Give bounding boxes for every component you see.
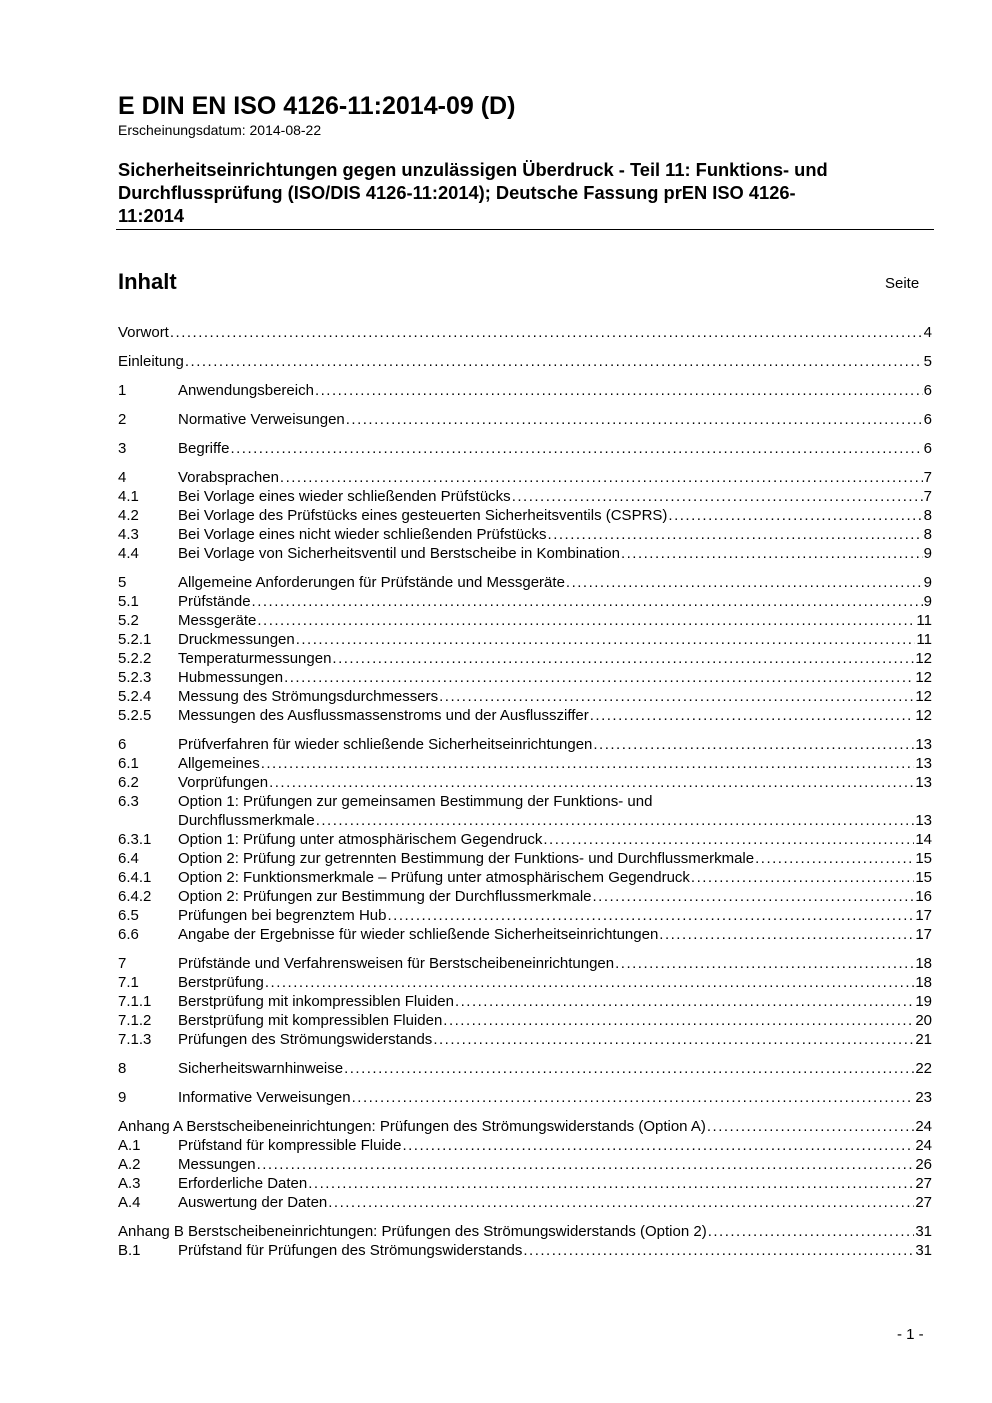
toc-entry[interactable] <box>118 1193 932 1212</box>
toc-entry[interactable] <box>118 1174 932 1193</box>
toc-entry-title: Messgeräte <box>178 612 257 629</box>
toc-entry[interactable] <box>118 1011 932 1030</box>
toc-entry-page: 9 <box>923 545 932 562</box>
toc-entry-page: 23 <box>915 1089 932 1106</box>
toc-entry-title: Druckmessungen <box>178 631 295 648</box>
toc-entry-title-line <box>178 973 932 992</box>
toc-entry-page: 15 <box>915 869 932 886</box>
toc-entry[interactable] <box>118 525 932 544</box>
toc-entry-number: 6.3 <box>118 793 139 810</box>
toc-entry[interactable] <box>118 954 932 973</box>
dot-leader <box>257 1155 915 1174</box>
toc-entry-page: 12 <box>915 650 932 667</box>
toc-section <box>118 352 932 371</box>
toc-entry-title-line <box>178 1193 932 1212</box>
toc-entry-title: Option 2: Funktionsmerkmale – Prüfung unter atmosphärischem Gegendruck <box>178 869 690 886</box>
header-divider <box>116 229 934 230</box>
toc-entry-page: 6 <box>923 411 932 428</box>
toc-entry-number: 5.2.2 <box>118 650 152 667</box>
page-column-label: Seite <box>885 275 920 292</box>
toc-entry-title-line <box>118 1117 932 1136</box>
toc-entry-title-line <box>178 1011 932 1030</box>
toc-entry-title-line <box>178 735 932 754</box>
toc-entry-number: 6.6 <box>118 926 139 943</box>
toc-entry-title-line <box>178 1155 932 1174</box>
toc-entry-page: 24 <box>915 1137 932 1154</box>
toc-section <box>118 954 932 1049</box>
toc-entry-title: Messungen des Ausflussmassenstroms und der Ausflussziffer <box>178 707 589 724</box>
dot-leader <box>543 830 914 849</box>
dot-leader <box>387 906 914 925</box>
dot-leader <box>170 323 923 342</box>
toc-entry-page: 31 <box>915 1242 932 1259</box>
dot-leader <box>659 925 914 944</box>
dot-leader <box>261 754 915 773</box>
table-of-contents <box>118 323 932 1260</box>
toc-section <box>118 1222 932 1260</box>
toc-entry[interactable] <box>118 1059 932 1078</box>
issue-date: Erscheinungsdatum: 2014-08-22 <box>118 122 322 138</box>
toc-entry-page: 22 <box>915 1060 932 1077</box>
toc-entry-number: 8 <box>118 1060 127 1077</box>
toc-entry-title-line <box>118 323 932 342</box>
toc-entry-number: B.1 <box>118 1242 141 1259</box>
toc-entry-page: 12 <box>915 669 932 686</box>
toc-entry-title: Bei Vorlage eines nicht wieder schließenden Prüfstücks <box>178 526 547 543</box>
toc-entry-page: 16 <box>915 888 932 905</box>
dot-leader <box>668 506 922 525</box>
toc-entry[interactable] <box>118 792 932 830</box>
toc-entry-number: A.3 <box>118 1175 141 1192</box>
toc-entry[interactable] <box>118 773 932 792</box>
toc-entry-title: Prüfstand für Prüfungen des Strömungswiderstands <box>178 1242 523 1259</box>
toc-entry-page: 31 <box>915 1223 932 1240</box>
toc-entry[interactable] <box>118 992 932 1011</box>
dot-leader <box>443 1011 914 1030</box>
toc-entry-number: A.1 <box>118 1137 141 1154</box>
toc-entry-title: Informative Verweisungen <box>178 1089 351 1106</box>
toc-entry-number: 6.4.1 <box>118 869 152 886</box>
toc-entry-title-line <box>178 649 932 668</box>
dot-leader <box>308 1174 914 1193</box>
toc-entry-number: 5.2.5 <box>118 707 152 724</box>
toc-entry-page: 27 <box>915 1175 932 1192</box>
toc-entry-title: Option 2: Prüfungen zur Bestimmung der Durchflussmerkmale <box>178 888 592 905</box>
toc-entry-title: Einleitung <box>118 353 184 370</box>
dot-leader <box>280 468 923 487</box>
toc-entry-number: 6.4.2 <box>118 888 152 905</box>
toc-entry-title: Berstprüfung mit kompressiblen Fluiden <box>178 1012 443 1029</box>
toc-section <box>118 573 932 725</box>
toc-entry-number: 9 <box>118 1089 127 1106</box>
toc-entry-page: 6 <box>923 382 932 399</box>
toc-entry-page: 17 <box>915 907 932 924</box>
dot-leader <box>265 973 914 992</box>
dot-leader <box>284 668 914 687</box>
toc-entry-title: Anwendungsbereich <box>178 382 314 399</box>
toc-entry-page: 17 <box>915 926 932 943</box>
toc-entry-title: Normative Verweisungen <box>178 411 345 428</box>
dot-leader <box>621 544 923 563</box>
toc-entry-title-line <box>178 954 932 973</box>
toc-section <box>118 1059 932 1078</box>
dot-leader <box>332 649 914 668</box>
toc-entry-title: Anhang A Berstscheibeneinrichtungen: Prüfungen des Strömungswiderstands (Option A) <box>118 1118 706 1135</box>
toc-entry-page: 12 <box>915 688 932 705</box>
toc-entry[interactable] <box>118 410 932 429</box>
toc-entry-title-line <box>178 487 932 506</box>
toc-entry-number: 1 <box>118 382 127 399</box>
toc-entry[interactable] <box>118 1117 932 1136</box>
toc-entry[interactable] <box>118 706 932 725</box>
toc-entry-title: Vorabsprachen <box>178 469 279 486</box>
toc-entry-number: 5.2.3 <box>118 669 152 686</box>
toc-entry-page: 18 <box>915 955 932 972</box>
dot-leader <box>755 849 914 868</box>
toc-entry-page: 13 <box>915 755 932 772</box>
toc-entry-title: Messung des Strömungsdurchmessers <box>178 688 439 705</box>
toc-entry-page: 11 <box>916 631 932 648</box>
toc-section <box>118 1117 932 1212</box>
dot-leader <box>346 410 923 429</box>
toc-entry[interactable] <box>118 830 932 849</box>
dot-leader <box>296 630 916 649</box>
toc-entry-page: 9 <box>923 574 932 591</box>
toc-entry-number: 3 <box>118 440 127 457</box>
toc-entry-page: 11 <box>916 612 932 629</box>
dot-leader <box>708 1222 915 1241</box>
toc-entry[interactable] <box>118 592 932 611</box>
toc-entry-title: Allgemeines <box>178 755 260 772</box>
toc-entry-title: Erforderliche Daten <box>178 1175 308 1192</box>
toc-entry-number: 4 <box>118 469 127 486</box>
toc-section <box>118 323 932 342</box>
toc-entry-title-line <box>118 352 932 371</box>
dot-leader <box>252 592 923 611</box>
toc-entry-number: 7.1.2 <box>118 1012 152 1029</box>
toc-entry[interactable] <box>118 887 932 906</box>
toc-entry-page: 5 <box>923 353 932 370</box>
toc-entry-number: A.4 <box>118 1194 141 1211</box>
toc-entry-title: Berstprüfung mit inkompressiblen Fluiden <box>178 993 454 1010</box>
toc-entry-title: Prüfstände und Verfahrensweisen für Berstscheibeneinrichtungen <box>178 955 615 972</box>
toc-section <box>118 439 932 458</box>
toc-entry-title-line <box>178 1136 932 1155</box>
toc-entry-title: Sicherheitswarnhinweise <box>178 1060 344 1077</box>
toc-entry[interactable] <box>118 573 932 592</box>
toc-entry-title-line <box>178 573 932 592</box>
toc-entry-page: 4 <box>923 324 932 341</box>
toc-entry[interactable] <box>118 906 932 925</box>
dot-leader <box>590 706 915 725</box>
toc-entry-title-line <box>178 849 932 868</box>
toc-entry-page: 8 <box>923 507 932 524</box>
toc-entry-title: Bei Vorlage des Prüfstücks eines gesteuerten Sicherheitsventils (CSPRS) <box>178 507 668 524</box>
toc-heading: Inhalt <box>118 269 177 294</box>
toc-entry-title: Prüfverfahren für wieder schließende Sicherheitseinrichtungen <box>178 736 593 753</box>
dot-leader <box>707 1117 914 1136</box>
toc-entry[interactable] <box>118 323 932 342</box>
toc-entry-title-line <box>178 410 932 429</box>
dot-leader <box>344 1059 914 1078</box>
toc-entry[interactable] <box>118 630 932 649</box>
toc-entry-title: Option 2: Prüfung zur getrennten Bestimmung der Funktions- und Durchflussmerkmale <box>178 850 755 867</box>
toc-entry[interactable] <box>118 439 932 458</box>
toc-entry-title: Prüfungen bei begrenztem Hub <box>178 907 387 924</box>
toc-entry-page: 24 <box>915 1118 932 1135</box>
toc-entry-page: 14 <box>915 831 932 848</box>
dot-leader <box>566 573 923 592</box>
toc-entry-title: Angabe der Ergebnisse für wieder schließende Sicherheitseinrichtungen <box>178 926 659 943</box>
toc-entry-title-line <box>178 754 932 773</box>
toc-entry-page: 20 <box>915 1012 932 1029</box>
toc-entry-title-line <box>178 706 932 725</box>
toc-entry-title-line <box>178 1174 932 1193</box>
toc-entry-page: 15 <box>915 850 932 867</box>
toc-entry-page: 21 <box>915 1031 932 1048</box>
dot-leader <box>185 352 923 371</box>
toc-entry-number: 5 <box>118 574 127 591</box>
toc-entry-title-line <box>178 687 932 706</box>
toc-entry-title: Bei Vorlage von Sicherheitsventil und Berstscheibe in Kombination <box>178 545 620 562</box>
toc-entry-page: 13 <box>915 736 932 753</box>
toc-entry[interactable] <box>118 973 932 992</box>
dot-leader <box>523 1241 914 1260</box>
toc-section <box>118 735 932 944</box>
toc-entry-title-line <box>178 1241 932 1260</box>
toc-entry[interactable] <box>118 849 932 868</box>
dot-leader <box>352 1088 915 1107</box>
toc-entry-number: 4.1 <box>118 488 139 505</box>
toc-section <box>118 410 932 429</box>
toc-entry-title-continued: Durchflussmerkmale <box>178 812 315 829</box>
toc-entry-title: Option 1: Prüfung unter atmosphärischem Gegendruck <box>178 831 543 848</box>
toc-entry[interactable] <box>118 381 932 400</box>
toc-entry[interactable] <box>118 352 932 371</box>
dot-leader <box>548 525 923 544</box>
toc-entry-title-line <box>178 830 932 849</box>
toc-entry-title-line <box>178 1059 932 1078</box>
toc-entry-title: Prüfungen des Strömungswiderstands <box>178 1031 433 1048</box>
toc-entry-title: Berstprüfung <box>178 974 264 991</box>
toc-entry[interactable] <box>118 1155 932 1174</box>
document-title: E DIN EN ISO 4126-11:2014-09 (D) <box>118 92 516 120</box>
toc-section <box>118 1088 932 1107</box>
toc-entry-title-line <box>178 468 932 487</box>
toc-entry[interactable] <box>118 649 932 668</box>
dot-leader <box>433 1030 914 1049</box>
toc-entry-title: Anhang B Berstscheibeneinrichtungen: Prüfungen des Strömungswiderstands (Option 2) <box>118 1223 707 1240</box>
toc-entry[interactable] <box>118 1222 932 1241</box>
toc-entry-title-line <box>178 906 932 925</box>
toc-entry-title-line <box>178 887 932 906</box>
toc-entry-title-line <box>118 1222 932 1241</box>
toc-entry-number: 6.5 <box>118 907 139 924</box>
toc-entry-number: 5.2.1 <box>118 631 152 648</box>
toc-entry-title-line <box>178 592 932 611</box>
toc-entry[interactable] <box>118 668 932 687</box>
toc-entry-number: 6.2 <box>118 774 139 791</box>
toc-entry-number: 5.1 <box>118 593 139 610</box>
subject-line: Durchflussprüfung (ISO/DIS 4126-11:2014); Deutsche Fassung prEN ISO 4126- <box>118 182 796 203</box>
toc-section <box>118 468 932 563</box>
toc-entry-page: 7 <box>923 469 932 486</box>
toc-entry-page: 27 <box>915 1194 932 1211</box>
toc-entry-number: 7.1.1 <box>118 993 152 1010</box>
dot-leader <box>691 868 914 887</box>
toc-entry-title-line <box>178 439 932 458</box>
toc-entry-number: 6.1 <box>118 755 139 772</box>
toc-entry-title: Auswertung der Daten <box>178 1194 328 1211</box>
toc-entry[interactable] <box>118 735 932 754</box>
toc-entry-title-line <box>178 525 932 544</box>
toc-entry[interactable] <box>118 754 932 773</box>
dot-leader <box>402 1136 914 1155</box>
toc-entry-title: Bei Vorlage eines wieder schließenden Prüfstücks <box>178 488 511 505</box>
toc-entry-number: 2 <box>118 411 127 428</box>
toc-entry-number: 6 <box>118 736 127 753</box>
toc-entry-title: Prüfstände <box>178 593 251 610</box>
toc-entry-title-line <box>178 381 932 400</box>
toc-entry-page: 7 <box>923 488 932 505</box>
toc-entry-title: Begriffe <box>178 440 230 457</box>
toc-entry[interactable] <box>118 468 932 487</box>
toc-entry-title-line <box>178 544 932 563</box>
dot-leader <box>455 992 914 1011</box>
toc-entry[interactable] <box>118 868 932 887</box>
toc-entry[interactable] <box>118 544 932 563</box>
toc-entry-title: Prüfstand für kompressible Fluide <box>178 1137 402 1154</box>
toc-entry[interactable] <box>118 687 932 706</box>
toc-entry-title-line <box>178 868 932 887</box>
toc-entry-page: 19 <box>915 993 932 1010</box>
dot-leader <box>328 1193 914 1212</box>
toc-entry-page: 13 <box>915 774 932 791</box>
toc-entry[interactable] <box>118 925 932 944</box>
toc-entry-title: Vorwort <box>118 324 169 341</box>
toc-entry-title: Option 1: Prüfungen zur gemeinsamen Bestimmung der Funktions- und <box>178 793 653 810</box>
dot-leader <box>230 439 922 458</box>
dot-leader <box>593 887 915 906</box>
toc-entry-number: 7 <box>118 955 127 972</box>
toc-entry-number: 6.3.1 <box>118 831 152 848</box>
dot-leader <box>593 735 914 754</box>
dot-leader <box>439 687 914 706</box>
toc-entry[interactable] <box>118 1241 932 1260</box>
toc-entry-title-line <box>178 925 932 944</box>
dot-leader <box>315 381 923 400</box>
document-subject <box>118 158 918 227</box>
subject-line: Sicherheitseinrichtungen gegen unzulässigen Überdruck - Teil 11: Funktions- und <box>118 159 828 180</box>
toc-entry-page: 18 <box>915 974 932 991</box>
toc-entry-title: Messungen <box>178 1156 256 1173</box>
toc-entry-page: 26 <box>915 1156 932 1173</box>
toc-entry-title-line <box>178 506 932 525</box>
toc-entry[interactable] <box>118 1136 932 1155</box>
toc-entry-title-line <box>178 1030 932 1049</box>
toc-entry[interactable] <box>118 506 932 525</box>
toc-entry-page: 12 <box>915 707 932 724</box>
toc-entry-title-line <box>178 1088 932 1107</box>
dot-leader <box>615 954 914 973</box>
toc-entry-title-line <box>178 992 932 1011</box>
toc-entry-page: 6 <box>923 440 932 457</box>
toc-entry-number: 7.1.3 <box>118 1031 152 1048</box>
toc-entry-title: Vorprüfungen <box>178 774 269 791</box>
toc-entry-title-line <box>178 611 932 630</box>
toc-entry-number: 4.2 <box>118 507 139 524</box>
toc-entry-title: Allgemeine Anforderungen für Prüfstände und Messgeräte <box>178 574 565 591</box>
toc-entry[interactable] <box>118 1030 932 1049</box>
toc-entry-page: 9 <box>923 593 932 610</box>
toc-entry-number: 4.4 <box>118 545 139 562</box>
dot-leader <box>512 487 923 506</box>
toc-entry-title: Temperaturmessungen <box>178 650 332 667</box>
toc-entry-title-line <box>178 668 932 687</box>
toc-entry[interactable] <box>118 611 932 630</box>
toc-entry[interactable] <box>118 487 932 506</box>
toc-section <box>118 381 932 400</box>
toc-entry-number: 5.2 <box>118 612 139 629</box>
subject-line: 11:2014 <box>118 205 185 226</box>
toc-entry-title-line <box>178 630 932 649</box>
toc-entry-page: 8 <box>923 526 932 543</box>
toc-entry-number: 6.4 <box>118 850 139 867</box>
toc-entry-number: 4.3 <box>118 526 139 543</box>
toc-entry-page: 13 <box>915 812 932 829</box>
dot-leader <box>269 773 914 792</box>
toc-entry[interactable] <box>118 1088 932 1107</box>
toc-entry-title: Hubmessungen <box>178 669 284 686</box>
toc-entry-number: 5.2.4 <box>118 688 152 705</box>
toc-entry-title-line <box>178 773 932 792</box>
dot-leader <box>257 611 915 630</box>
toc-entry-number: 7.1 <box>118 974 139 991</box>
dot-leader <box>316 811 915 830</box>
page-number: - 1 - <box>897 1326 924 1343</box>
toc-entry-title-line <box>178 792 932 830</box>
toc-entry-number: A.2 <box>118 1156 141 1173</box>
